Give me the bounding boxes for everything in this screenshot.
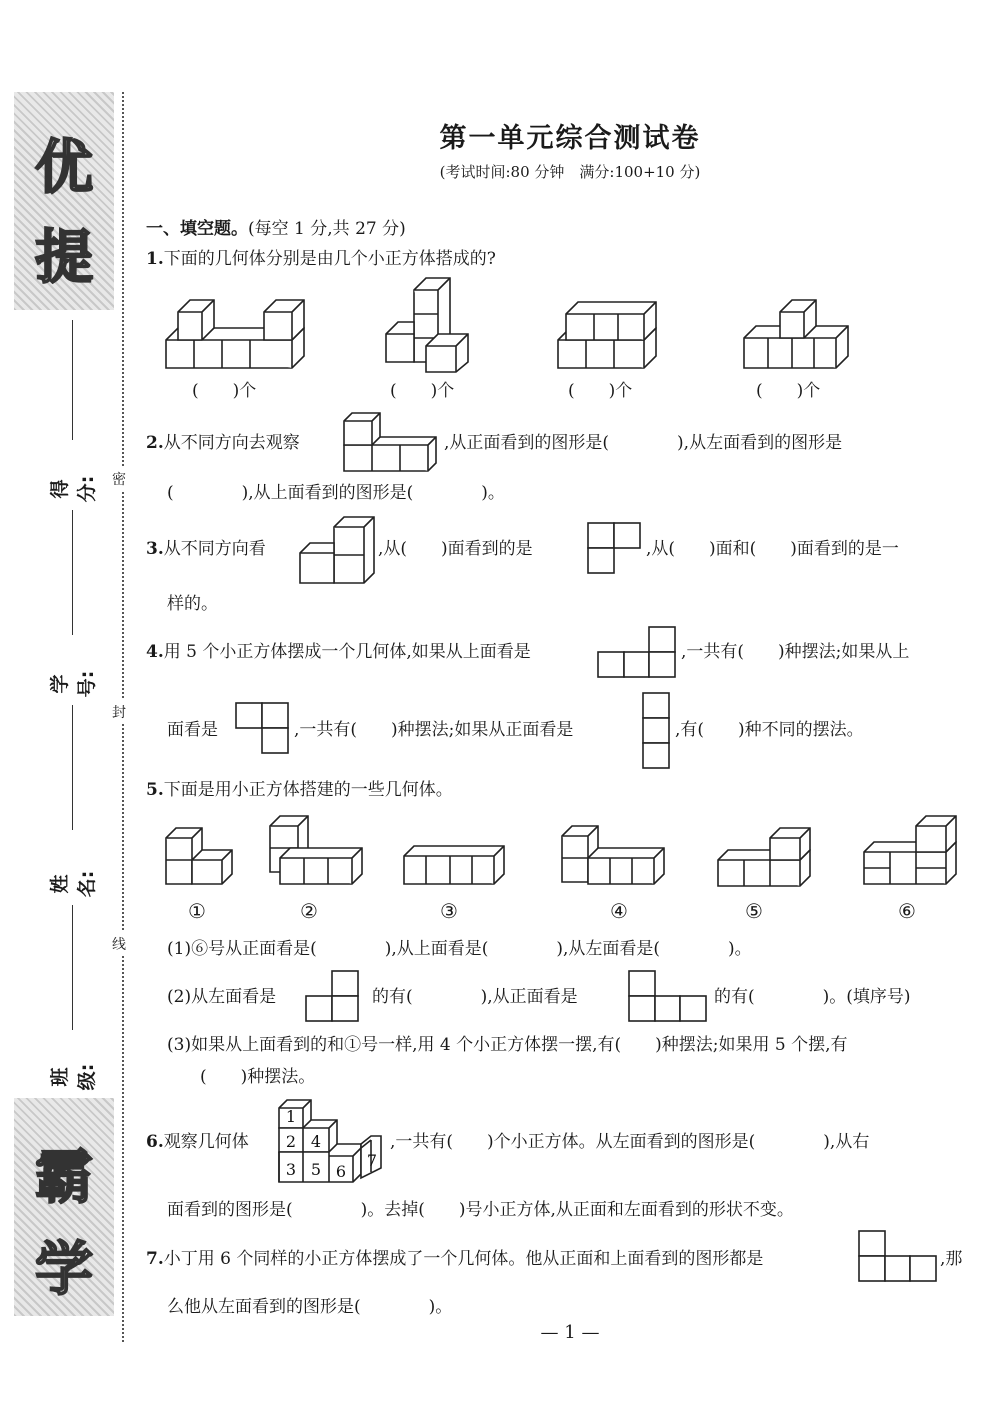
q3-figure [298,515,378,587]
sidebar-bottom-char-0: 学 [34,1235,93,1303]
q5-figure-3 [400,842,508,888]
question-text: 下面是用小正方体搭建的一些几何体。 [163,780,453,800]
q5-sub2-a: (2)从左面看是 [167,987,277,1007]
question-4-line2-c: ,有( )种不同的摆法。 [675,720,864,740]
cube-number-3: 3 [285,1160,297,1179]
question-number: 4. [146,642,164,662]
sidebar-bottom-char-1: 霸 [34,1143,93,1211]
q4-top-view-shape-2 [235,702,291,754]
q6-numbered-figure [275,1098,387,1184]
question-3-line1-a [146,538,266,560]
q2-figure [342,413,440,473]
q5-sub3-line1: (3)如果从上面看到的和①号一样,用 4 个小正方体摆一摆,有( )种摆法;如果用 5 个摆,有 [167,1035,848,1055]
question-7-line1-a [146,1248,763,1270]
q5-figure-1 [162,824,237,886]
cube-number-4: 4 [310,1132,322,1151]
q1-answer-2: ( )个 [390,381,455,401]
q1-figure-2 [380,278,480,373]
page-subtitle: (考试时间:80 分钟 满分:100+10 分) [439,163,701,181]
question-number: 5. [146,780,164,800]
q5-front-view-shape [628,970,708,1022]
sidebar-line [72,320,73,440]
q5-sub3-line2: ( )种摆法。 [200,1067,316,1087]
question-number: 2. [146,433,164,453]
q5-label-6: ⑥ [898,899,916,923]
question-7-line1-b: ,那 [940,1249,963,1269]
q1-figure-1 [160,292,310,372]
q5-sub2-b: 的有( ),从正面看是 [372,987,578,1007]
question-7-line2: 么他从左面看到的图形是( )。 [167,1297,453,1317]
q5-label-5: ⑤ [745,899,763,923]
q5-figure-2 [266,814,366,886]
field-name-label: 姓名: [49,870,98,898]
cube-number-2: 2 [285,1132,297,1151]
q5-figure-6 [860,814,960,888]
cube-number-7: 7 [366,1151,378,1170]
q5-label-2: ② [300,899,318,923]
q5-left-view-shape [305,970,361,1022]
question-text: 观察几何体 [163,1132,249,1152]
question-4-line1-a [146,641,531,663]
question-3-line2: 样的。 [167,594,218,614]
q7-view-shape [858,1230,938,1282]
q4-front-view-shape [642,692,672,770]
question-1 [146,248,496,270]
sidebar-line [72,510,73,635]
question-6-line1-a [146,1131,249,1153]
question-4-line2-a: 面看是 [167,720,218,740]
question-2-line1-b: ,从正面看到的图形是( ),从左面看到的图形是 [444,433,843,453]
q5-label-4: ④ [610,899,628,923]
question-6-line1-b: ,一共有( )个小正方体。从左面看到的图形是( ),从右 [390,1132,870,1152]
page-title: 第一单元综合测试卷 [439,123,701,154]
section-note: (每空 1 分,共 27 分) [248,219,406,239]
question-text: 从不同方向去观察 [163,433,300,453]
field-student-id-label: 学号: [49,670,98,698]
question-text: 下面的几何体分别是由几个小正方体搭成的? [163,249,496,269]
field-score-label: 得分: [49,475,98,503]
section-title: 一、填空题。 [146,219,248,239]
question-4-line1-b: ,一共有( )种摆法;如果从上 [681,642,910,662]
q5-label-1: ① [188,899,206,923]
q1-answer-3: ( )个 [568,381,633,401]
question-3-line1-b: ,从( )面看到的是 [378,539,533,559]
sidebar-line [72,705,73,830]
question-2-line1-a [146,432,300,454]
q5-figure-5 [714,826,814,888]
q5-sub1: (1)⑥号从正面看是( ),从上面看是( ),从左面看是( )。 [167,939,752,959]
question-text: 小丁用 6 个同样的小正方体摆成了一个几何体。他从正面和上面看到的图形都是 [163,1249,764,1269]
seal-mark-mi: 密 [112,467,126,491]
section-heading [146,218,406,240]
sidebar-top-char-1: 优 [34,133,93,201]
question-number: 6. [146,1132,164,1152]
q1-answer-4: ( )个 [756,381,821,401]
q5-figure-4 [558,824,668,888]
q3-view-shape [587,522,643,574]
q1-figure-4 [740,296,855,376]
seal-mark-feng: 封 [112,700,126,724]
question-text: 从不同方向看 [163,539,266,559]
q5-label-3: ③ [440,899,458,923]
question-number: 3. [146,539,164,559]
cube-number-6: 6 [335,1162,347,1181]
field-class-label: 班级: [49,1063,98,1091]
q5-sub2-c: 的有( )。(填序号) [714,987,911,1007]
page-number: — 1 — [540,1322,600,1343]
question-number: 7. [146,1249,164,1269]
cube-number-5: 5 [310,1160,322,1179]
question-4-line2-b: ,一共有( )种摆法;如果从正面看是 [294,720,574,740]
question-6-line2: 面看到的图形是( )。去掉( )号小正方体,从正面和左面看到的形状不变。 [167,1200,794,1220]
q1-figure-3 [552,294,662,374]
seal-mark-xian: 线 [112,932,126,956]
question-text: 用 5 个小正方体摆成一个几何体,如果从上面看是 [163,642,531,662]
q1-answer-1: ( )个 [192,381,257,401]
question-number: 1. [146,249,164,269]
cube-number-1: 1 [285,1107,297,1126]
sidebar-top-char-0: 提 [34,223,93,291]
sidebar-line [72,905,73,1030]
question-3-line1-c: ,从( )面和( )面看到的是一 [646,539,899,559]
q4-top-view-shape [597,626,677,678]
question-2-line2: ( ),从上面看到的图形是( )。 [167,483,505,503]
question-5 [146,779,453,801]
